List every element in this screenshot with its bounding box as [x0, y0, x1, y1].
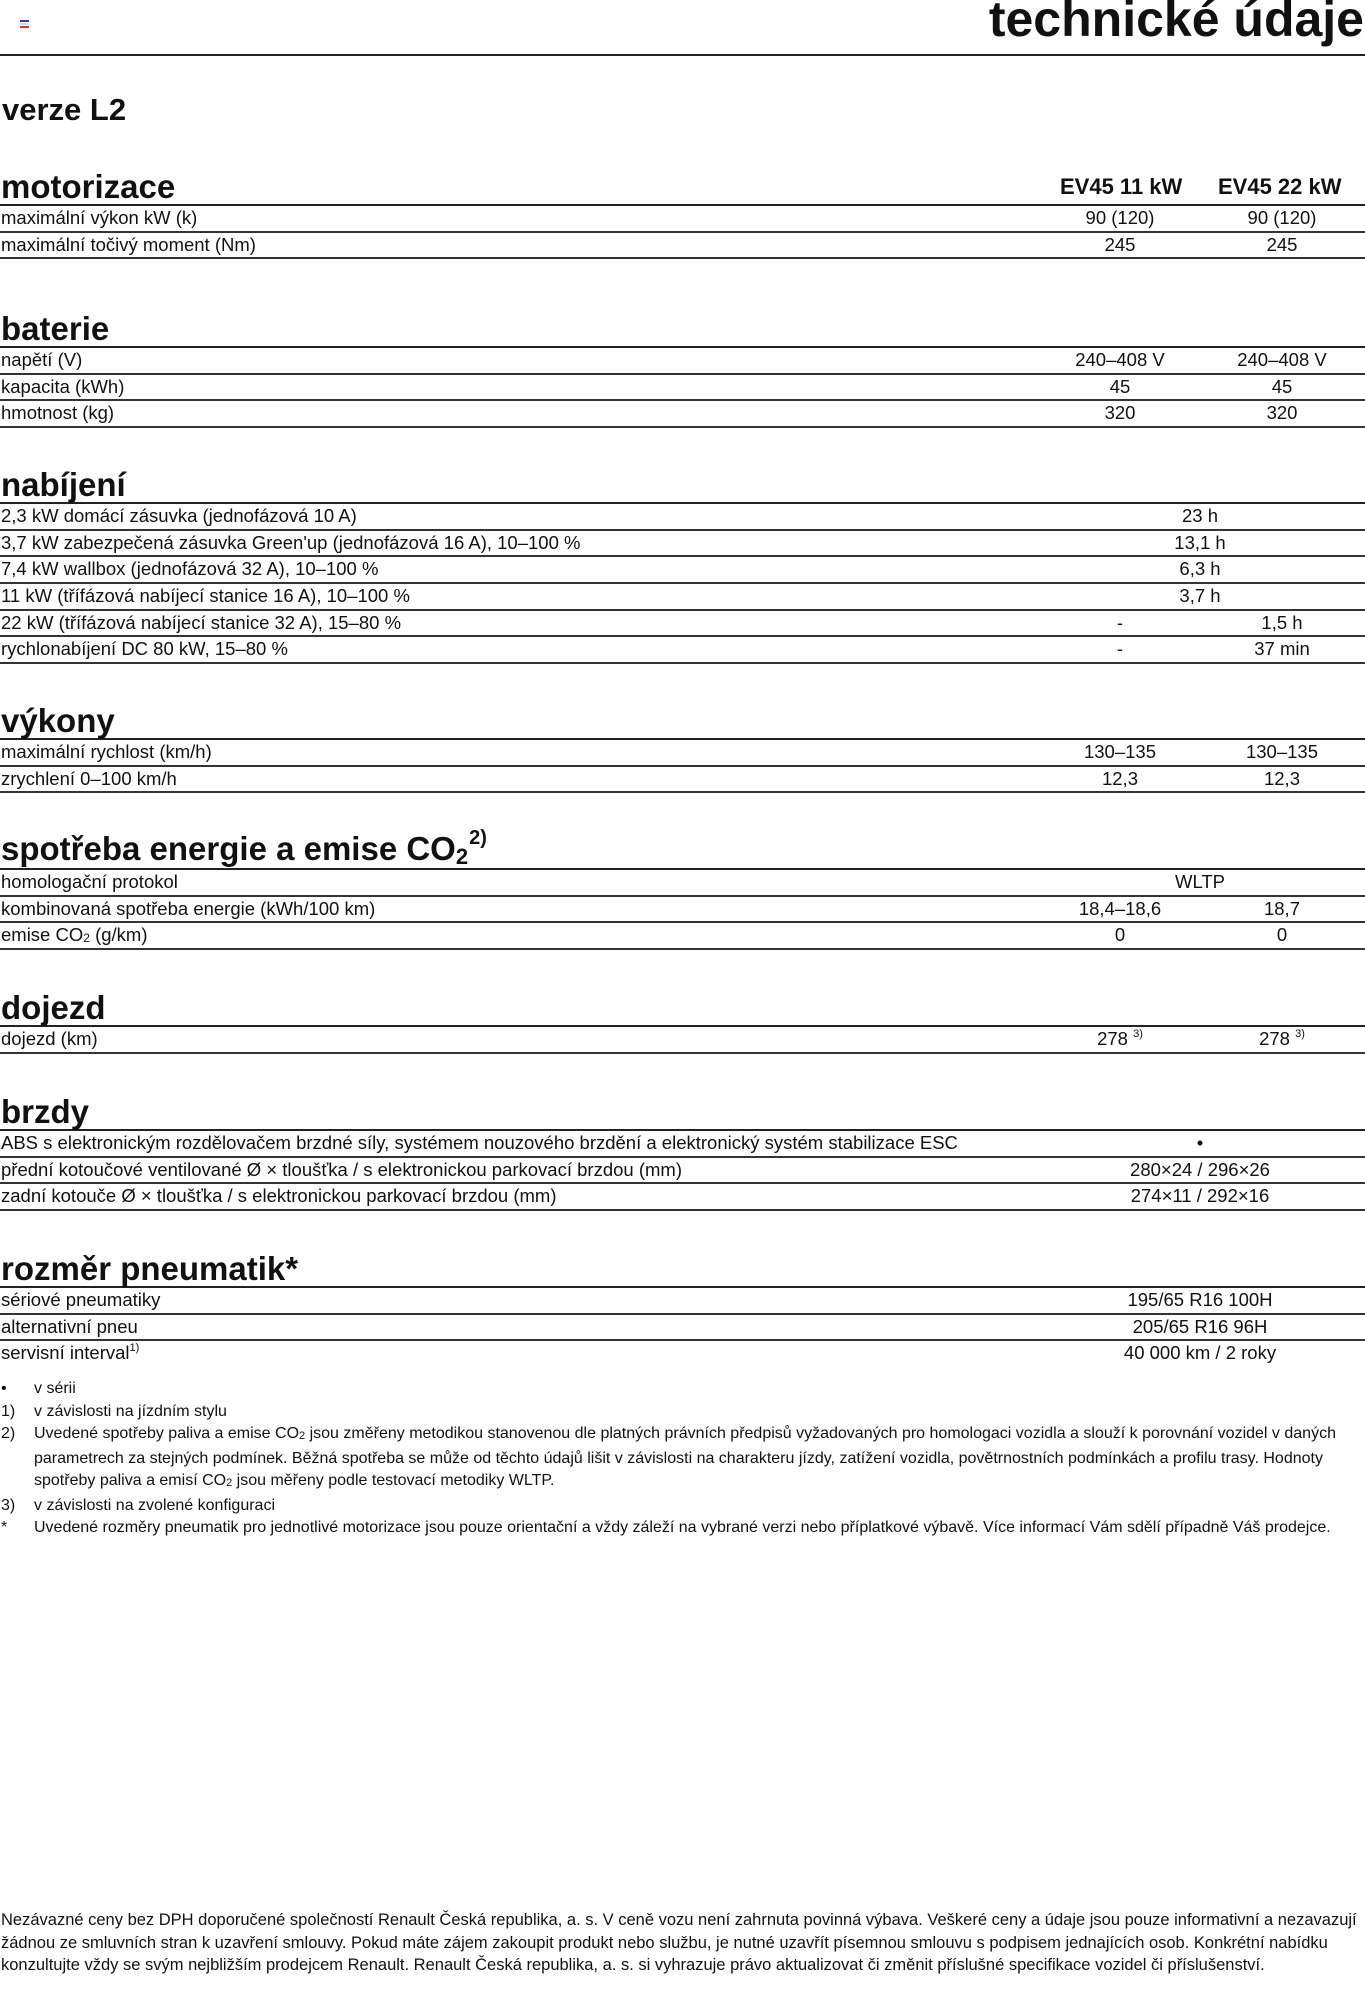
table-row [0, 1158, 1365, 1185]
table-row [0, 870, 1365, 897]
row-value-col2: 18,7 [1263, 897, 1300, 919]
table-row [0, 557, 1365, 584]
section-title: rozměr pneumatik* [1, 1250, 299, 1287]
footnote-marker: • [1, 1380, 7, 1397]
row-label: zadní kotouče Ø × tloušťka / s elektronickou parkovací brzdou (mm) [1, 1185, 557, 1207]
section-pneumatiky [0, 1246, 1365, 1366]
table-row [0, 233, 1365, 260]
row-value-col2: 320 [1266, 402, 1298, 424]
flag-icon [20, 20, 29, 27]
section-title: výkony [1, 702, 115, 739]
table-row [0, 401, 1365, 428]
row-label: přední kotoučové ventilované Ø × tloušťka / s elektronickou parkovací brzdou (mm) [1, 1158, 682, 1180]
row-label: napětí (V) [1, 349, 83, 370]
page-title: technické údaje [988, 0, 1364, 47]
row-value-col2: 240–408 V [1237, 349, 1327, 370]
row-value-shared: 23 h [1181, 505, 1218, 526]
table-row [0, 1184, 1365, 1211]
row-label: rychlonabíjení DC 80 kW, 15–80 % [1, 638, 288, 660]
row-value-shared: 195/65 R16 100H [1127, 1289, 1273, 1310]
table-row [0, 504, 1365, 531]
row-value-col1: 45 [1109, 375, 1131, 397]
footnote [0, 1401, 1340, 1424]
section-header [0, 462, 1365, 504]
table-row [0, 611, 1365, 638]
section-title: baterie [1, 310, 110, 347]
footnote-text: Uvedené spotřeby paliva a emise $CO_2$ jsou změřeny metodikou stanovenou dle platných právních předpisů vyžadovaných pro homologaci vozidla a slouží k porovnání vozidel v daných parametrech za stejných podmínek. Běžná spotřeba se může od těchto údajů lišit v závislosti na charakteru jízdy, zatížení vozidla, povětrnostních podmínkách a profilu trasy. Hodnoty spotřeby paliva a emisí $CO_2$ jsou měřeny podle testovací metodiky WLTP. [34, 1425, 1336, 1489]
row-value-col1: 320 [1104, 402, 1136, 424]
row-value-col1: 240–408 V [1075, 349, 1165, 370]
table-row [0, 584, 1365, 611]
table-row [0, 897, 1365, 924]
table-row [0, 1315, 1365, 1342]
row-value-shared: 274×11 / 292×16 [1130, 1185, 1270, 1207]
section-nabijeni [0, 462, 1365, 664]
section-baterie [0, 306, 1365, 428]
table-row [0, 1288, 1365, 1315]
row-label: hmotnost (kg) [1, 402, 115, 424]
footnote-text: v závislosti na zvolené konfiguraci [34, 1496, 276, 1514]
row-label: 22 kW (třífázová nabíjecí stanice 32 A), 15–80 % [1, 611, 402, 633]
row-value-col1: - [1116, 638, 1124, 660]
footnote-text: Uvedené rozměry pneumatik pro jednotlivé motorizace jsou pouze orientační a vždy záleží na vybrané verzi nebo příplatkové výbavě. Více informací Vám sdělí případně Váš prodejce. [34, 1519, 1331, 1536]
table-row [0, 348, 1365, 375]
row-label: dojezd (km) [1, 1028, 98, 1049]
footnote-text: v sérii [34, 1380, 76, 1397]
section-header [0, 698, 1365, 740]
table-row [0, 206, 1365, 233]
row-value-shared: 280×24 / 296×26 [1130, 1158, 1270, 1180]
row-value-col2: 245 [1266, 233, 1298, 255]
row-label: kombinovaná spotřeba energie (kWh/100 km) [1, 897, 376, 919]
row-label: sériové pneumatiky [1, 1289, 161, 1310]
row-label: 7,4 kW wallbox (jednofázová 32 A), 10–100 % [1, 558, 379, 580]
row-value-shared: 6,3 h [1179, 558, 1221, 580]
row-value-col1: 278 $^{3)}$ [1097, 1028, 1143, 1049]
footnote-marker: * [1, 1519, 8, 1536]
footnote-marker: 3) [1, 1496, 16, 1514]
row-label: 11 kW (třífázová nabíjecí stanice 16 A), 10–100 % [1, 585, 410, 607]
row-value-col2: 1,5 h [1261, 611, 1303, 633]
section-title: spotřeba energie a emise $CO_2^{2)}$ [1, 827, 487, 869]
footnote-marker: 1) [1, 1402, 16, 1420]
row-value-col2: 37 min [1254, 638, 1310, 660]
row-value-col1: 18,4–18,6 [1078, 897, 1162, 919]
table-row [0, 375, 1365, 402]
row-value-col1: 245 [1104, 233, 1136, 255]
row-value-col1: 130–135 [1083, 741, 1157, 762]
footnote-text: v závislosti na jízdním stylu [34, 1402, 227, 1420]
row-value-col1: - [1116, 611, 1124, 633]
table-row [0, 1131, 1365, 1158]
page-header [0, 0, 1365, 56]
footnote-marker: 2) [1, 1425, 16, 1442]
section-vykony [0, 698, 1365, 793]
row-label: ABS s elektronickým rozdělovačem brzdné síly, systémem nouzového brzdění a elektronický systém stabilizace ESC [1, 1132, 958, 1153]
column-header-ev45-11kw: EV45 11 kW [1060, 174, 1183, 199]
table-row [0, 767, 1365, 794]
section-header [0, 306, 1365, 348]
legal-footer: Nezávazné ceny bez DPH doporučené společností Renault Česká republika, a. s. V ceně vozu není zahrnuta povinná výbava. Veškeré ceny a údaje jsou pouze informativní a nezavazují žádnou ze smluvních stran k uzavření smlouvy. Pokud máte zájem zakoupit produkt nebo službu, je nutné uzavřít písemnou smlouvu s podpisem jednajících osob. Konkrétní nabídku konzultujte vždy se svým nejbližším prodejcem Renault. Renault Česká republika, a. s. si vyhrazuje právo aktualizovat či změnit příslušné specifikace vozidel či příslušenství. [1, 1911, 1357, 1974]
table-row [0, 637, 1365, 664]
section-title: nabíjení [1, 466, 126, 503]
row-value-col2: 90 (120) [1247, 207, 1317, 228]
table-row [0, 1027, 1365, 1054]
column-header-ev45-22kw: EV45 22 kW [1218, 174, 1342, 199]
section-title: motorizace [1, 168, 176, 205]
row-label: alternativní pneu [1, 1315, 138, 1337]
row-value-col1: 90 (120) [1085, 207, 1155, 228]
row-value-shared: 13,1 h [1174, 531, 1226, 553]
table-row [0, 1341, 1365, 1366]
row-label: maximální točivý moment (Nm) [1, 233, 256, 255]
version-heading: verze L2 [2, 92, 127, 127]
row-value-col2: 278 $^{3)}$ [1259, 1028, 1305, 1049]
row-value-shared: • [1196, 1132, 1204, 1153]
section-header [0, 164, 1365, 206]
row-value-shared: 40 000 km / 2 roky [1123, 1342, 1277, 1364]
section-header [0, 985, 1365, 1027]
row-value-col2: 130–135 [1245, 741, 1319, 762]
row-label: homologační protokol [1, 871, 178, 892]
section-spotreba [0, 828, 1365, 950]
row-label: maximální výkon kW (k) [1, 207, 198, 228]
section-title: brzdy [1, 1093, 90, 1130]
row-value-shared: 3,7 h [1179, 585, 1221, 607]
footnote [0, 1423, 1340, 1495]
row-value-col1: 12,3 [1101, 767, 1138, 789]
section-header [0, 1089, 1365, 1131]
section-dojezd [0, 985, 1365, 1054]
row-label: maximální rychlost (km/h) [1, 741, 212, 762]
table-row [0, 531, 1365, 558]
section-header [0, 1246, 1365, 1288]
row-value-shared: 205/65 R16 96H [1132, 1315, 1268, 1337]
section-brzdy [0, 1089, 1365, 1211]
footnotes [0, 1378, 1340, 1540]
row-label: servisní interval$^{1)}$ [1, 1342, 140, 1364]
row-value-col2: 12,3 [1263, 767, 1300, 789]
row-label: zrychlení 0–100 km/h [1, 767, 177, 789]
footnote [0, 1378, 1340, 1401]
table-row [0, 740, 1365, 767]
row-value-col2: 45 [1271, 375, 1293, 397]
section-motorizace [0, 164, 1365, 259]
section-title: dojezd [1, 989, 106, 1026]
footnote [0, 1495, 1340, 1518]
row-label: emise $CO_2$ (g/km) [1, 924, 148, 946]
row-value-col2: 0 [1276, 924, 1288, 946]
footnote [0, 1517, 1340, 1540]
row-label: 3,7 kW zabezpečená zásuvka Green'up (jednofázová 16 A), 10–100 % [1, 531, 581, 553]
row-label: 2,3 kW domácí zásuvka (jednofázová 10 A) [1, 505, 357, 526]
section-header [0, 828, 1365, 870]
row-label: kapacita (kWh) [1, 375, 125, 397]
row-value-col1: 0 [1114, 924, 1126, 946]
table-row [0, 923, 1365, 950]
row-value-shared: WLTP [1174, 871, 1226, 892]
